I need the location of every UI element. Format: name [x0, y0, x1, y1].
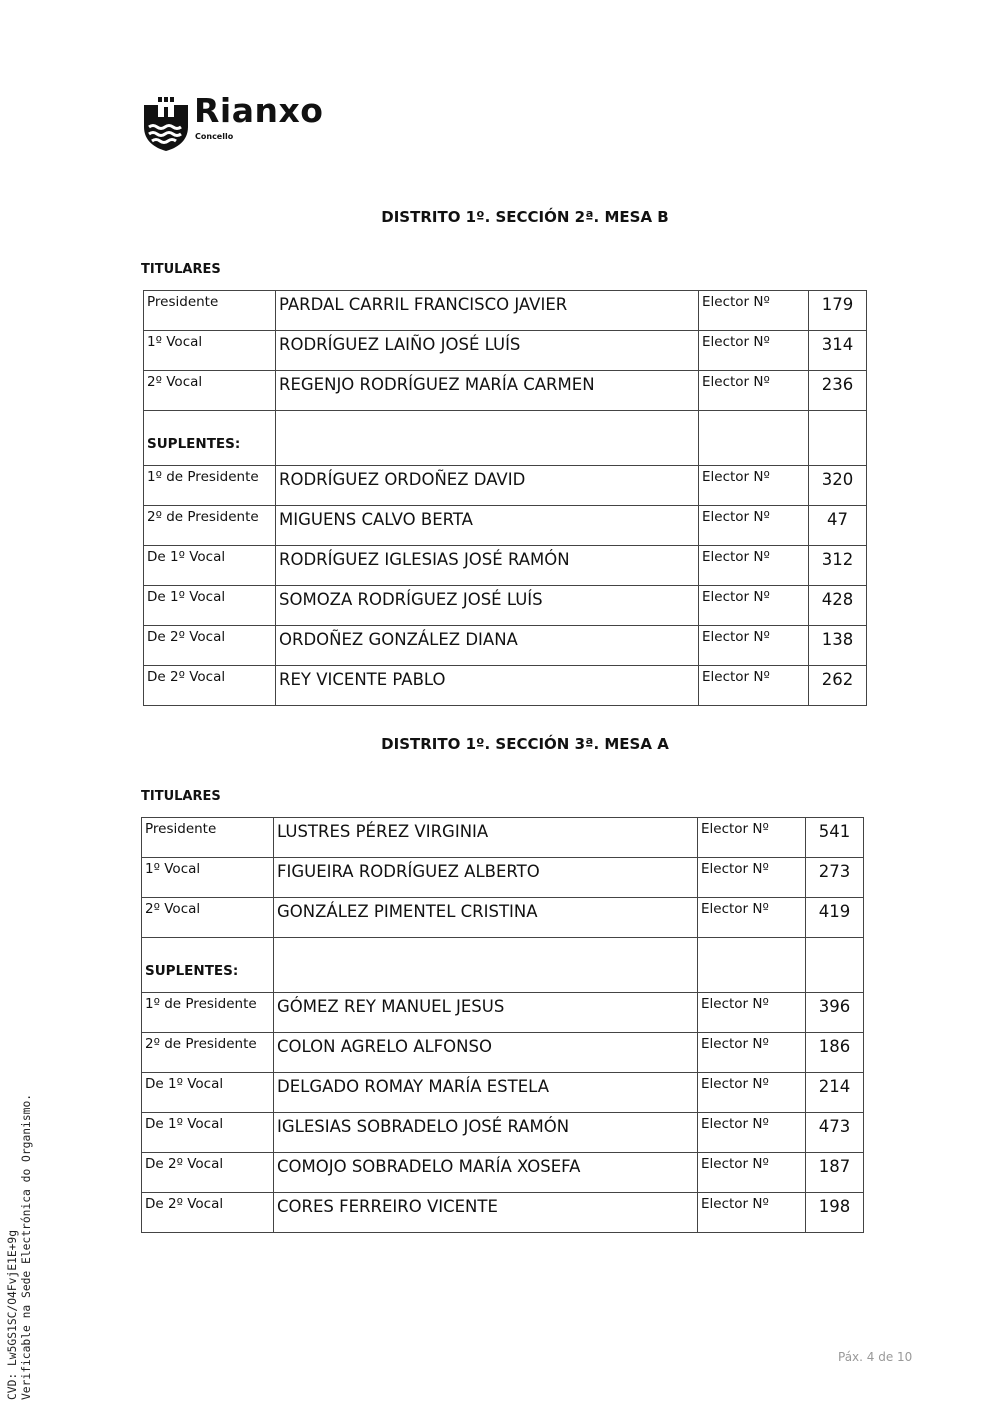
role-cell: Presidente — [142, 818, 274, 858]
table-row — [144, 331, 867, 371]
role-cell: 1º de Presidente — [142, 993, 274, 1033]
table-row — [142, 1113, 864, 1153]
elector-label: Elector Nº — [699, 626, 809, 666]
elector-number: 314 — [809, 331, 867, 371]
name-cell: COLON AGRELO ALFONSO — [274, 1033, 698, 1073]
role-cell: De 2º Vocal — [142, 1193, 274, 1233]
table-row — [142, 1153, 864, 1193]
elector-number: 419 — [806, 898, 864, 938]
elector-label: Elector Nº — [698, 1033, 806, 1073]
name-cell: LUSTRES PÉREZ VIRGINIA — [274, 818, 698, 858]
elector-label: Elector Nº — [698, 993, 806, 1033]
name-cell: RODRÍGUEZ ORDOÑEZ DAVID — [276, 466, 699, 506]
role-cell: Presidente — [144, 291, 276, 331]
rianxo-shield-icon — [143, 97, 189, 151]
empty-cell — [806, 938, 864, 993]
elector-label: Elector Nº — [699, 586, 809, 626]
elector-label: Elector Nº — [699, 666, 809, 706]
elector-label: Elector Nº — [699, 466, 809, 506]
name-cell: RODRÍGUEZ IGLESIAS JOSÉ RAMÓN — [276, 546, 699, 586]
table-row — [144, 626, 867, 666]
role-cell: 1º de Presidente — [144, 466, 276, 506]
table-row — [144, 586, 867, 626]
name-cell: SOMOZA RODRÍGUEZ JOSÉ LUÍS — [276, 586, 699, 626]
cvd-code: CVD: Lw5GS1SC/O4FvjE1E+9g — [6, 1229, 19, 1400]
titulares-label: TITULARES — [141, 262, 221, 277]
elector-label: Elector Nº — [699, 506, 809, 546]
table-row — [142, 1193, 864, 1233]
name-cell: RODRÍGUEZ LAIÑO JOSÉ LUÍS — [276, 331, 699, 371]
name-cell: REY VICENTE PABLO — [276, 666, 699, 706]
elector-label: Elector Nº — [698, 858, 806, 898]
name-cell: GÓMEZ REY MANUEL JESUS — [274, 993, 698, 1033]
name-cell: IGLESIAS SOBRADELO JOSÉ RAMÓN — [274, 1113, 698, 1153]
name-cell: COMOJO SOBRADELO MARÍA XOSEFA — [274, 1153, 698, 1193]
elector-number: 138 — [809, 626, 867, 666]
name-cell: CORES FERREIRO VICENTE — [274, 1193, 698, 1233]
concello-logo — [143, 91, 353, 151]
elector-label: Elector Nº — [698, 898, 806, 938]
empty-cell — [274, 938, 698, 993]
name-cell: MIGUENS CALVO BERTA — [276, 506, 699, 546]
role-cell: De 1º Vocal — [142, 1113, 274, 1153]
role-cell: 2º de Presidente — [142, 1033, 274, 1073]
name-cell: PARDAL CARRIL FRANCISCO JAVIER — [276, 291, 699, 331]
elector-label: Elector Nº — [698, 1153, 806, 1193]
table-row — [144, 466, 867, 506]
role-cell: 2º de Presidente — [144, 506, 276, 546]
table-row — [142, 993, 864, 1033]
table-row — [142, 818, 864, 858]
elector-number: 262 — [809, 666, 867, 706]
name-cell: REGENJO RODRÍGUEZ MARÍA CARMEN — [276, 371, 699, 411]
table-row — [142, 1033, 864, 1073]
empty-cell — [698, 938, 806, 993]
elector-number: 47 — [809, 506, 867, 546]
empty-cell — [699, 411, 809, 466]
name-cell: DELGADO ROMAY MARÍA ESTELA — [274, 1073, 698, 1113]
elector-label: Elector Nº — [699, 546, 809, 586]
verification-note: Verificable na Sede Electrónica do Organismo. — [20, 1093, 33, 1400]
section-title: DISTRITO 1º. SECCIÓN 2ª. MESA B — [381, 208, 669, 226]
role-cell: 1º Vocal — [142, 858, 274, 898]
role-cell: 2º Vocal — [144, 371, 276, 411]
role-cell: De 1º Vocal — [142, 1073, 274, 1113]
suplentes-label: SUPLENTES: — [144, 411, 276, 466]
suplentes-header-row — [142, 938, 864, 993]
suplentes-label: SUPLENTES: — [142, 938, 274, 993]
role-cell: De 2º Vocal — [144, 626, 276, 666]
empty-cell — [276, 411, 699, 466]
role-cell: De 1º Vocal — [144, 546, 276, 586]
elector-label: Elector Nº — [699, 371, 809, 411]
elector-label: Elector Nº — [699, 291, 809, 331]
name-cell: ORDOÑEZ GONZÁLEZ DIANA — [276, 626, 699, 666]
elector-number: 214 — [806, 1073, 864, 1113]
elector-label: Elector Nº — [699, 331, 809, 371]
table-row — [144, 371, 867, 411]
elector-label: Elector Nº — [698, 1073, 806, 1113]
elector-number: 312 — [809, 546, 867, 586]
elector-number: 179 — [809, 291, 867, 331]
elector-number: 396 — [806, 993, 864, 1033]
elector-number: 236 — [809, 371, 867, 411]
role-cell: De 1º Vocal — [144, 586, 276, 626]
role-cell: De 2º Vocal — [144, 666, 276, 706]
table-row — [144, 506, 867, 546]
role-cell: De 2º Vocal — [142, 1153, 274, 1193]
elector-number: 186 — [806, 1033, 864, 1073]
page-number: Páx. 4 de 10 — [838, 1350, 913, 1364]
section-title: DISTRITO 1º. SECCIÓN 3ª. MESA A — [381, 735, 669, 753]
role-cell: 1º Vocal — [144, 331, 276, 371]
verification-side-text — [6, 1094, 34, 1400]
elector-label: Elector Nº — [698, 818, 806, 858]
titulares-label: TITULARES — [141, 789, 221, 804]
logo-subtitle: Concello — [195, 132, 234, 141]
elector-number: 198 — [806, 1193, 864, 1233]
elector-label: Elector Nº — [698, 1113, 806, 1153]
role-cell: 2º Vocal — [142, 898, 274, 938]
table-row — [144, 291, 867, 331]
table-row — [142, 858, 864, 898]
empty-cell — [809, 411, 867, 466]
logo-wordmark: Rianxo — [194, 91, 324, 130]
mesa-table — [141, 817, 864, 1233]
table-row — [144, 666, 867, 706]
name-cell: FIGUEIRA RODRÍGUEZ ALBERTO — [274, 858, 698, 898]
suplentes-header-row — [144, 411, 867, 466]
elector-number: 273 — [806, 858, 864, 898]
elector-number: 428 — [809, 586, 867, 626]
elector-label: Elector Nº — [698, 1193, 806, 1233]
elector-number: 320 — [809, 466, 867, 506]
elector-number: 473 — [806, 1113, 864, 1153]
table-row — [144, 546, 867, 586]
name-cell: GONZÁLEZ PIMENTEL CRISTINA — [274, 898, 698, 938]
table-row — [142, 898, 864, 938]
elector-number: 541 — [806, 818, 864, 858]
table-row — [142, 1073, 864, 1113]
elector-number: 187 — [806, 1153, 864, 1193]
mesa-table — [143, 290, 867, 706]
